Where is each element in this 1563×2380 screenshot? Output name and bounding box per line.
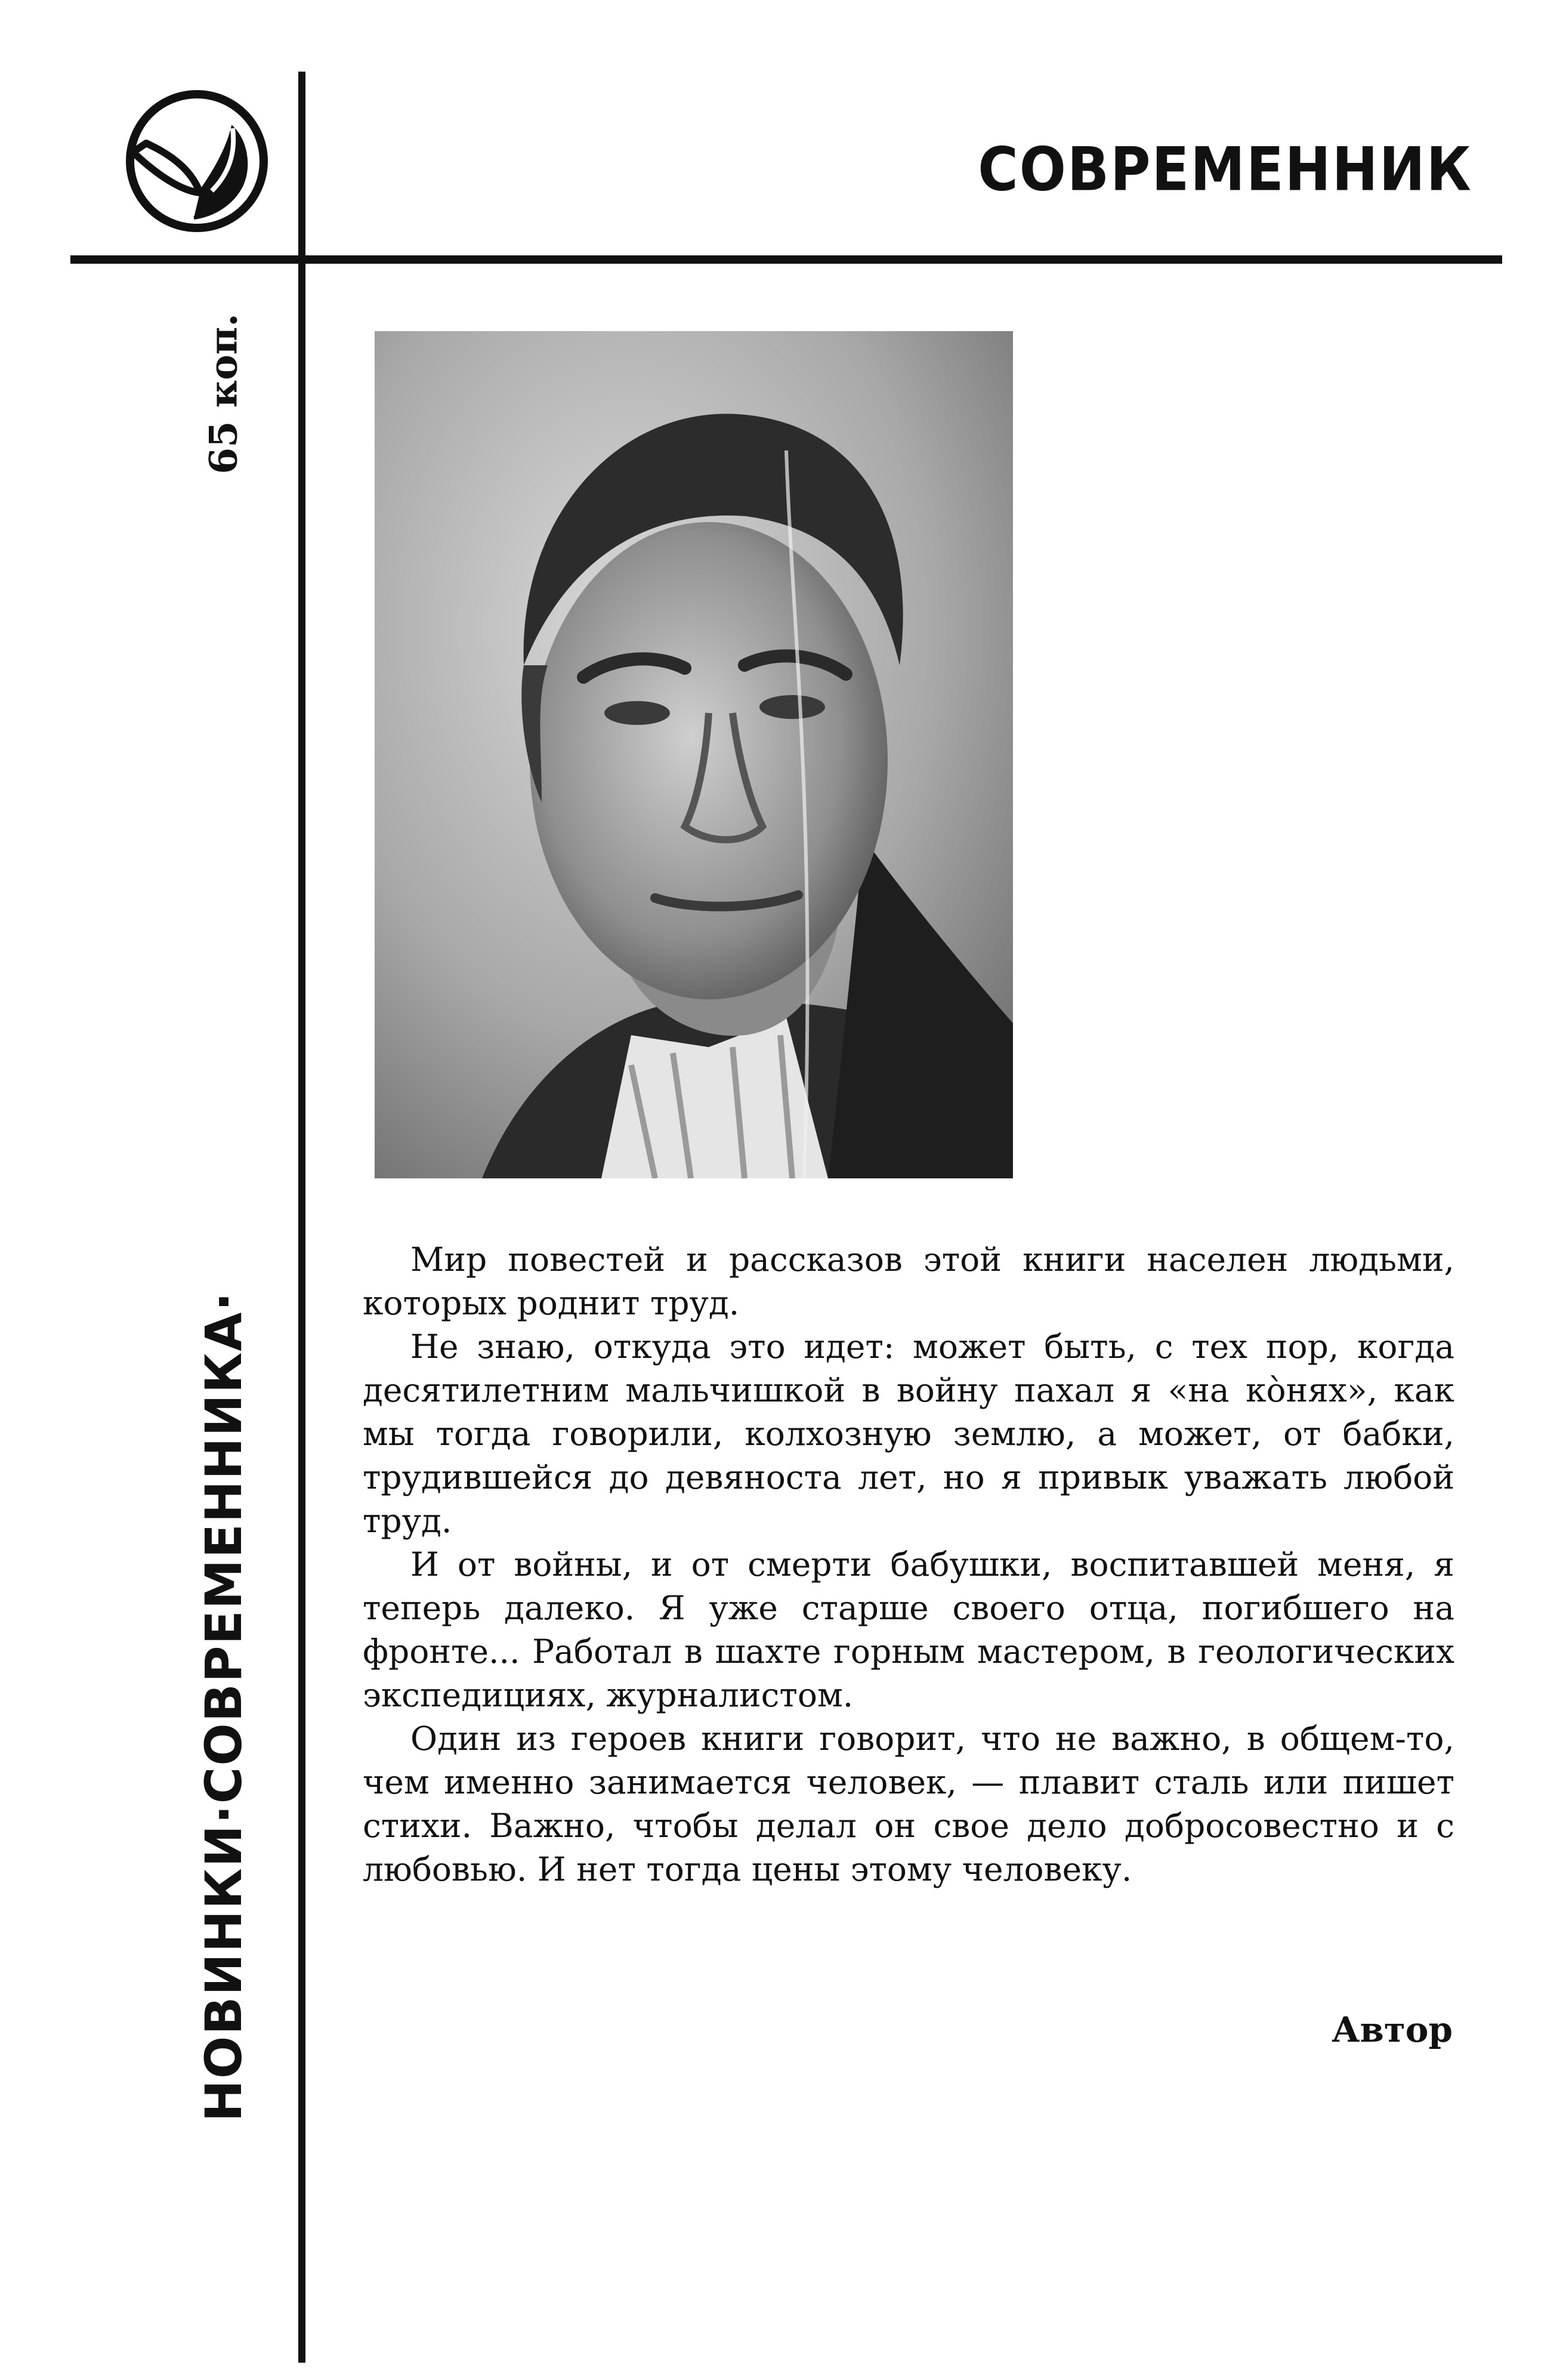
annotation-text [363, 1238, 1454, 1891]
author-portrait-photo [375, 331, 1013, 1178]
annotation-paragraph: Один из героев книги говорит, что не важно, в общем-то, чем именно занимается человек, — плавит сталь или пишет стихи. Важно, чтобы делал он свое дело добросовестно и с любовью. И нет тогда цены этому человеку. [363, 1720, 1454, 1888]
publisher-name: СОВРЕМЕННИК [978, 134, 1472, 205]
swallow-circle-emblem-icon [122, 87, 271, 236]
annotation-paragraph: И от войны, и от смерти бабушки, воспитавшей меня, я теперь далеко. Я уже старше своего отца, погибшего на фронте... Работал в шахте горным мастером, в геологических экспедициях, журналистом. [363, 1545, 1454, 1714]
annotation-paragraph: Не знаю, откуда это идет: может быть, с тех пор, когда десятилетним мальчишкой в войну пахал я «на кòнях», как мы тогда говорили, колхозную землю, а может, от бабки, трудившейся до девяноста лет, но я привык уважать любой труд. [363, 1328, 1454, 1540]
price-label: 65 коп. [201, 313, 246, 474]
author-signature: Автор [1332, 2009, 1453, 2050]
annotation-paragraph: Мир повестей и рассказов этой книги населен людьми, которых роднит труд. [363, 1240, 1454, 1322]
horizontal-rule [70, 255, 1502, 264]
vertical-rule [298, 72, 305, 2363]
series-title: НОВИНКИ·СОВРЕМЕННИКА· [194, 1291, 253, 2122]
